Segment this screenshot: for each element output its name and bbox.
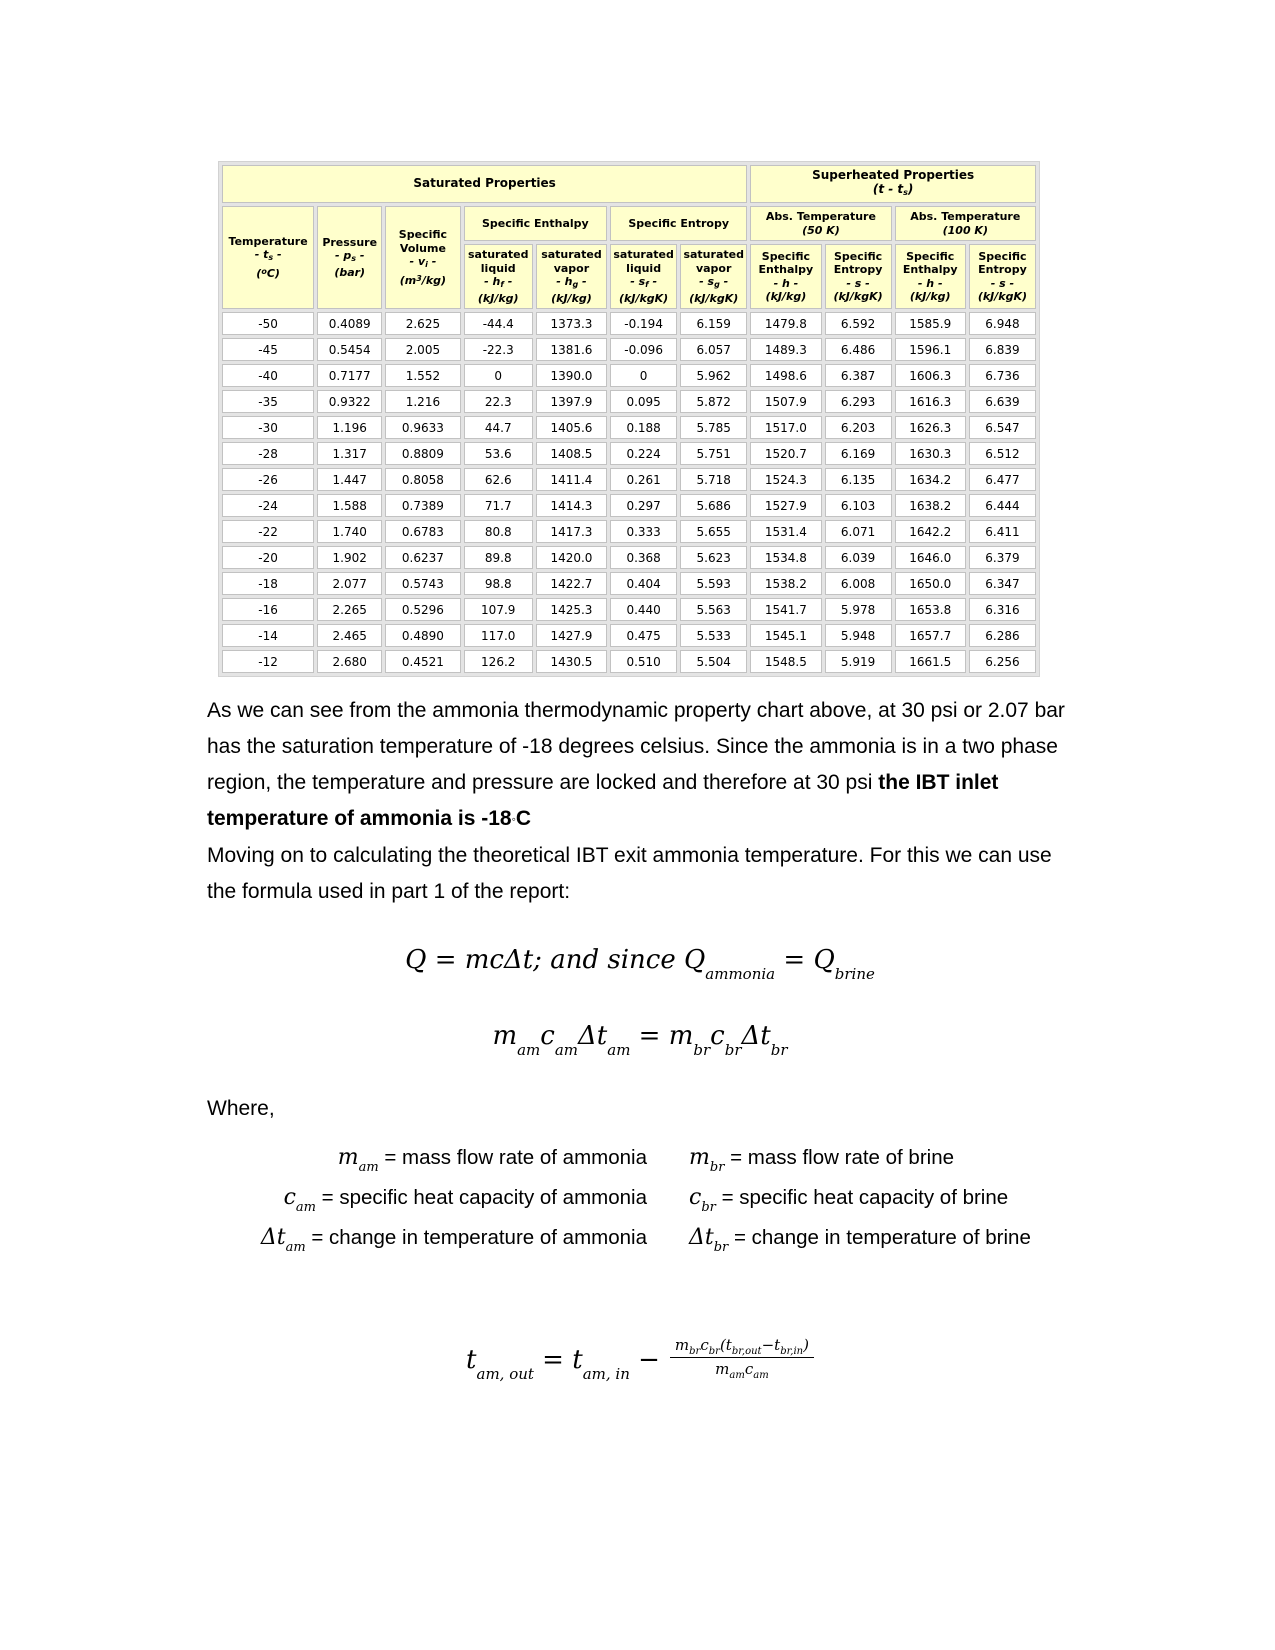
table-cell: 6.039 [825, 546, 892, 569]
table-cell: 5.962 [680, 364, 747, 387]
table-cell: 0.404 [610, 572, 677, 595]
table-cell: -22.3 [464, 338, 533, 361]
table-cell: 0.4089 [317, 312, 382, 335]
table-cell: 5.533 [680, 624, 747, 647]
table-row [222, 520, 1036, 543]
superheated-properties-header: Superheated Properties $(t - t_s)$ [750, 165, 1036, 203]
table-cell: 1420.0 [536, 546, 607, 569]
table-body [222, 312, 1036, 673]
table-row [222, 468, 1036, 491]
table-cell: 1422.7 [536, 572, 607, 595]
table-cell: 1650.0 [895, 572, 966, 595]
symbol: $\Delta t_{am}$ [260, 1225, 306, 1255]
table-cell: 2.465 [317, 624, 382, 647]
table-cell: 6.169 [825, 442, 892, 465]
table-cell: 107.9 [464, 598, 533, 621]
table-cell: 1430.5 [536, 650, 607, 673]
equation-heat-balance: Q = mcΔt; and since $Q_{ammonia} = Q_{brine}$ [405, 945, 875, 983]
table-cell: 5.593 [680, 572, 747, 595]
column-header: Specific Enthalpy - h - (kJ/kg) [895, 244, 966, 309]
table-cell: 117.0 [464, 624, 533, 647]
table-cell: 0.095 [610, 390, 677, 413]
table-cell: 1538.2 [750, 572, 821, 595]
table-cell: 1.196 [317, 416, 382, 439]
saturation-table [218, 161, 1040, 677]
table-row [222, 364, 1036, 387]
abs-temperature-50k-header: Abs. Temperature (50 K) [750, 206, 891, 241]
definition-text: = change in temperature of brine [733, 1226, 1031, 1249]
table-cell: 0.8058 [385, 468, 460, 491]
table-row [222, 312, 1036, 335]
table-cell: 6.411 [969, 520, 1036, 543]
table-cell: 0.261 [610, 468, 677, 491]
definition-mass-ammonia [207, 1143, 647, 1175]
table-cell: 6.512 [969, 442, 1036, 465]
column-header: saturated liquid - $s_f$ - (kJ/kgK) [610, 244, 677, 309]
table-cell: 1661.5 [895, 650, 966, 673]
table-cell: 1.588 [317, 494, 382, 517]
table-cell: 0.6783 [385, 520, 460, 543]
table-row [222, 416, 1036, 439]
table-cell: 0.7177 [317, 364, 382, 387]
table-cell: 1616.3 [895, 390, 966, 413]
table-cell: 53.6 [464, 442, 533, 465]
table-cell: 1548.5 [750, 650, 821, 673]
table-cell: 1585.9 [895, 312, 966, 335]
table-cell: -28 [222, 442, 314, 465]
table-cell: 0.297 [610, 494, 677, 517]
table-row [222, 650, 1036, 673]
table-cell: 1657.7 [895, 624, 966, 647]
specific-enthalpy-group-header: Specific Enthalpy [464, 206, 607, 241]
table-cell: 1427.9 [536, 624, 607, 647]
table-cell: -45 [222, 338, 314, 361]
table-cell: -14 [222, 624, 314, 647]
table-cell: 6.071 [825, 520, 892, 543]
table-cell: 6.592 [825, 312, 892, 335]
table-cell: 0 [464, 364, 533, 387]
table-cell: 5.623 [680, 546, 747, 569]
table-cell: 5.919 [825, 650, 892, 673]
table-cell: 1545.1 [750, 624, 821, 647]
table-cell: 6.203 [825, 416, 892, 439]
table-cell: 5.655 [680, 520, 747, 543]
definition-heat-capacity-ammonia [207, 1183, 647, 1215]
table-cell: 1498.6 [750, 364, 821, 387]
column-header: Specific Entropy - s - (kJ/kgK) [969, 244, 1036, 309]
table-cell: 1479.8 [750, 312, 821, 335]
fraction [670, 1336, 814, 1379]
table-cell: 1390.0 [536, 364, 607, 387]
table-cell: 6.293 [825, 390, 892, 413]
equation-left-side: $t_{am, out} = t_{am, in}$ − [466, 1345, 660, 1384]
table-cell: 6.486 [825, 338, 892, 361]
table-cell: 2.077 [317, 572, 382, 595]
definition-delta-t-brine [689, 1223, 1073, 1255]
paragraph-saturation-temperature [207, 693, 1077, 837]
table-row [222, 338, 1036, 361]
specific-entropy-group-header: Specific Entropy [610, 206, 747, 241]
definition-text: = specific heat capacity of ammonia [321, 1186, 647, 1209]
table-cell: 1408.5 [536, 442, 607, 465]
table-cell: 6.639 [969, 390, 1036, 413]
table-cell: -40 [222, 364, 314, 387]
table-cell: 44.7 [464, 416, 533, 439]
table-cell: 1541.7 [750, 598, 821, 621]
table-cell: 5.751 [680, 442, 747, 465]
table-cell: 0.440 [610, 598, 677, 621]
table-cell: 0.333 [610, 520, 677, 543]
table-cell: 1405.6 [536, 416, 607, 439]
table-cell: 1.216 [385, 390, 460, 413]
table-cell: 1489.3 [750, 338, 821, 361]
table-cell: -24 [222, 494, 314, 517]
paragraph-text: As we can see from the ammonia thermodynamic property chart above, at 30 psi or 2.07 bar has the saturation temperature of -18 degrees celsius. Since the ammonia is in a two phase region, the temperature and pressure are locked and therefore at 30 psi [207, 699, 1065, 794]
table-cell: 1653.8 [895, 598, 966, 621]
table-cell: 1646.0 [895, 546, 966, 569]
table-cell: 1.902 [317, 546, 382, 569]
table-cell: 1596.1 [895, 338, 966, 361]
table-cell: -30 [222, 416, 314, 439]
table-cell: 1531.4 [750, 520, 821, 543]
table-cell: 2.625 [385, 312, 460, 335]
table-cell: -18 [222, 572, 314, 595]
table-row [222, 598, 1036, 621]
fraction-numerator: $m_{br}c_{br}(t_{br,out}-t_{br,in})$ [670, 1336, 814, 1358]
table-cell: 98.8 [464, 572, 533, 595]
table-header-row-2 [222, 206, 1036, 241]
table-cell: 0.9633 [385, 416, 460, 439]
table-cell: 5.978 [825, 598, 892, 621]
table-cell: 2.680 [317, 650, 382, 673]
definition-text: = mass flow rate of brine [730, 1146, 955, 1169]
symbol: $c_{br}$ [689, 1185, 716, 1215]
table-cell: 0.7389 [385, 494, 460, 517]
table-cell: 6.477 [969, 468, 1036, 491]
table-cell: 1626.3 [895, 416, 966, 439]
table-cell: 0.510 [610, 650, 677, 673]
column-header: saturated liquid - $h_f$ - (kJ/kg) [464, 244, 533, 309]
table-cell: 0 [610, 364, 677, 387]
table-cell: 1524.3 [750, 468, 821, 491]
table-cell: 1425.3 [536, 598, 607, 621]
definition-mass-brine [689, 1143, 1073, 1175]
table-cell: 0.5296 [385, 598, 460, 621]
table-cell: -50 [222, 312, 314, 335]
table-cell: -0.194 [610, 312, 677, 335]
table-cell: 0.6237 [385, 546, 460, 569]
table-cell: -22 [222, 520, 314, 543]
temperature-column-header: Temperature - $t_s$ - ($^o$C) [222, 206, 314, 309]
where-label: Where, [207, 1097, 275, 1120]
table-cell: 126.2 [464, 650, 533, 673]
table-cell: 0.5743 [385, 572, 460, 595]
table-cell: 80.8 [464, 520, 533, 543]
table-cell: 1417.3 [536, 520, 607, 543]
table-cell: 5.718 [680, 468, 747, 491]
table-cell: 1381.6 [536, 338, 607, 361]
table-cell: 2.265 [317, 598, 382, 621]
table-cell: 0.188 [610, 416, 677, 439]
table-cell: 1517.0 [750, 416, 821, 439]
table-cell: 89.8 [464, 546, 533, 569]
table-row [222, 390, 1036, 413]
table-cell: 1.552 [385, 364, 460, 387]
table-cell: 5.686 [680, 494, 747, 517]
table-cell: 0.475 [610, 624, 677, 647]
table-cell: 6.135 [825, 468, 892, 491]
table-cell: 5.504 [680, 650, 747, 673]
symbol: $\Delta t_{br}$ [689, 1225, 729, 1255]
table-cell: 6.387 [825, 364, 892, 387]
table-cell: 5.948 [825, 624, 892, 647]
column-header: saturated vapor - $s_g$ - (kJ/kgK) [680, 244, 747, 309]
table-cell: -20 [222, 546, 314, 569]
table-cell: 22.3 [464, 390, 533, 413]
saturated-properties-header: Saturated Properties [222, 165, 747, 203]
table-cell: -16 [222, 598, 314, 621]
table-cell: 6.316 [969, 598, 1036, 621]
column-header: Specific Enthalpy - h - (kJ/kg) [750, 244, 821, 309]
table-header-row-1 [222, 165, 1036, 203]
column-header: Specific Entropy - s - (kJ/kgK) [825, 244, 892, 309]
table-cell: -35 [222, 390, 314, 413]
table-cell: 1.447 [317, 468, 382, 491]
table-cell: 0.224 [610, 442, 677, 465]
symbol: $m_{br}$ [689, 1145, 725, 1175]
table-cell: 1.740 [317, 520, 382, 543]
table-cell: 6.057 [680, 338, 747, 361]
table-cell: 6.256 [969, 650, 1036, 673]
table-cell: 1414.3 [536, 494, 607, 517]
specific-volume-column-header: Specific Volume - $v_i$ - $(m^3/kg)$ [385, 206, 460, 309]
table-cell: 1373.3 [536, 312, 607, 335]
ammonia-property-table [218, 161, 1040, 677]
table-cell: 0.4521 [385, 650, 460, 673]
symbol: $c_{am}$ [283, 1185, 316, 1215]
table-cell: 6.444 [969, 494, 1036, 517]
table-row [222, 572, 1036, 595]
table-cell: 6.347 [969, 572, 1036, 595]
definition-delta-t-ammonia [207, 1223, 647, 1255]
definition-text: = specific heat capacity of brine [721, 1186, 1009, 1209]
table-cell: 1630.3 [895, 442, 966, 465]
table-row [222, 546, 1036, 569]
table-cell: -44.4 [464, 312, 533, 335]
table-cell: 6.379 [969, 546, 1036, 569]
definition-text: = mass flow rate of ammonia [384, 1146, 647, 1169]
table-row [222, 624, 1036, 647]
column-header: saturated vapor - $h_g$ - (kJ/kg) [536, 244, 607, 309]
table-cell: 5.872 [680, 390, 747, 413]
table-cell: 1606.3 [895, 364, 966, 387]
fraction-denominator: $m_{am}c_{am}$ [715, 1359, 769, 1381]
table-cell: 6.736 [969, 364, 1036, 387]
table-cell: 5.785 [680, 416, 747, 439]
table-cell: 0.9322 [317, 390, 382, 413]
table-cell: 1507.9 [750, 390, 821, 413]
symbol: $m_{am}$ [337, 1145, 379, 1175]
table-cell: 5.563 [680, 598, 747, 621]
paragraph-exit-temperature-intro: Moving on to calculating the theoretical IBT exit ammonia temperature. For this we can use the formula used in part 1 of the report: [207, 844, 1052, 903]
table-cell: 1.317 [317, 442, 382, 465]
table-cell: 0.368 [610, 546, 677, 569]
table-cell: 62.6 [464, 468, 533, 491]
table-cell: 6.159 [680, 312, 747, 335]
table-cell: 71.7 [464, 494, 533, 517]
table-cell: 0.8809 [385, 442, 460, 465]
table-row [222, 494, 1036, 517]
table-cell: 1634.2 [895, 468, 966, 491]
table-cell: 2.005 [385, 338, 460, 361]
table-cell: -26 [222, 468, 314, 491]
pressure-column-header: Pressure - $p_s$ - (bar) [317, 206, 382, 309]
definition-text: = change in temperature of ammonia [311, 1226, 647, 1249]
table-cell: 0.4890 [385, 624, 460, 647]
table-cell: 0.5454 [317, 338, 382, 361]
equation-mass-heat-balance: $m_{am}c_{am}\Delta t_{am} = m_{br}c_{br}\Delta t_{br}$ [492, 1021, 788, 1059]
table-cell: 1397.9 [536, 390, 607, 413]
table-cell: 6.839 [969, 338, 1036, 361]
table-cell: 6.103 [825, 494, 892, 517]
table-cell: 1520.7 [750, 442, 821, 465]
equation-exit-temperature [207, 1336, 1073, 1384]
table-cell: 6.948 [969, 312, 1036, 335]
table-cell: 1638.2 [895, 494, 966, 517]
table-cell: 6.286 [969, 624, 1036, 647]
table-cell: 6.547 [969, 416, 1036, 439]
symbol-definitions [207, 1143, 1073, 1255]
table-cell: -12 [222, 650, 314, 673]
table-cell: 1411.4 [536, 468, 607, 491]
table-cell: 6.008 [825, 572, 892, 595]
table-cell: 1534.8 [750, 546, 821, 569]
definition-heat-capacity-brine [689, 1183, 1073, 1215]
abs-temperature-100k-header: Abs. Temperature (100 K) [895, 206, 1036, 241]
table-row [222, 442, 1036, 465]
table-cell: -0.096 [610, 338, 677, 361]
table-cell: 1642.2 [895, 520, 966, 543]
table-cell: 1527.9 [750, 494, 821, 517]
ibt-inlet-temperature-bold-text: the IBT inlet temperature of ammonia is -18◦C [207, 771, 999, 830]
